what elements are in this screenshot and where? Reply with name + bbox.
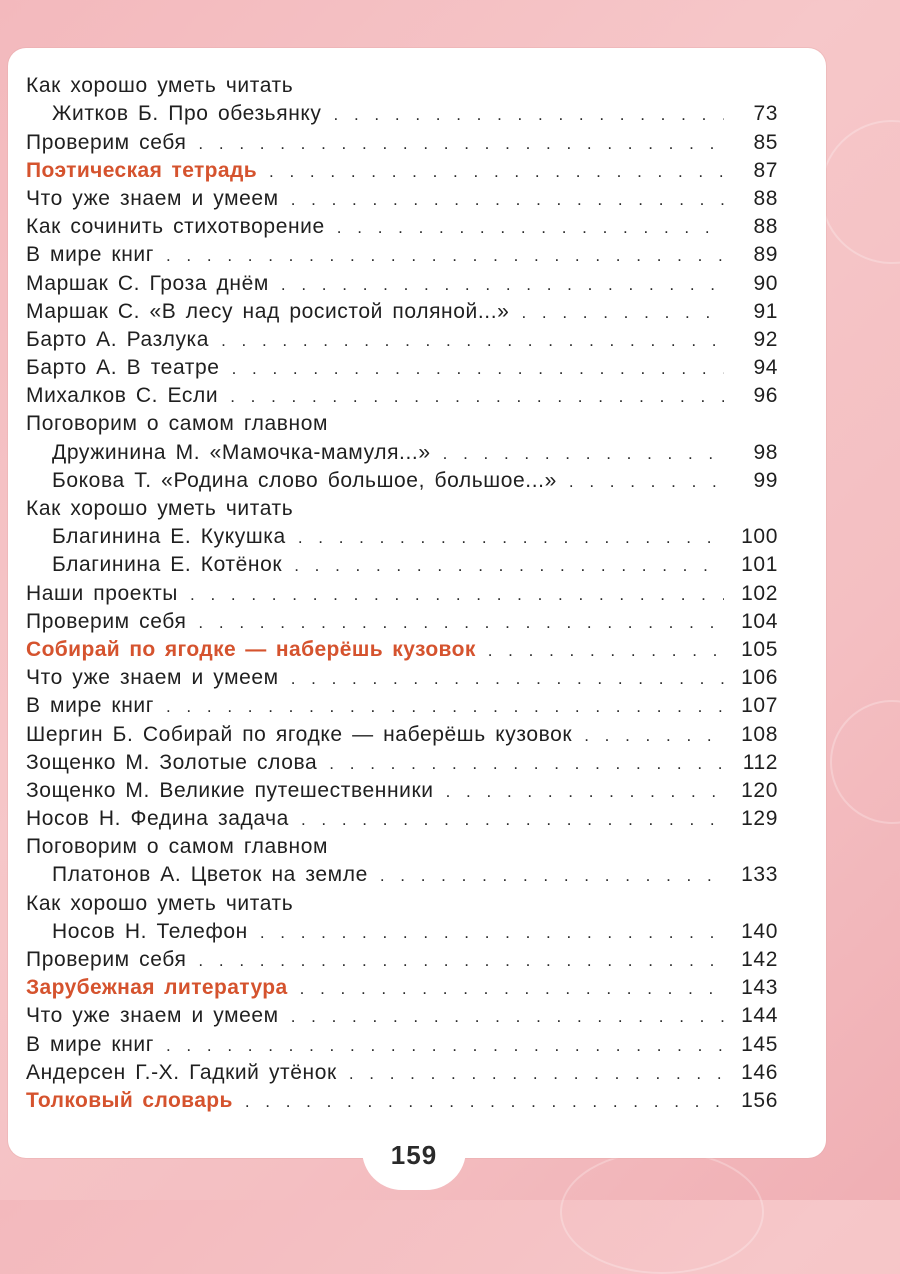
toc-entry [26,775,778,803]
toc-entry-title: Проверим себя [26,609,187,633]
dot-leader [291,669,724,689]
toc-entry [26,747,778,775]
toc-entry-page-number: 142 [741,948,778,971]
dot-leader [298,528,724,548]
dot-leader [166,246,724,266]
dot-leader [294,556,724,576]
toc-entry-title: Барто А. В театре [26,356,220,380]
toc-entry-page-number: 129 [741,807,778,831]
book-page [8,48,826,1158]
toc-entry [26,98,778,126]
toc-entry-title: Шергин Б. Собирай по ягодке — наберёшь кузовок [26,722,573,746]
toc-entry [26,183,778,211]
dot-leader [291,190,724,210]
toc-entry [26,296,778,324]
toc-entry-page-number: 102 [741,581,778,605]
toc-entry [26,549,778,577]
toc-entry-page-number: 133 [741,863,778,887]
dot-leader [260,923,724,943]
toc-entry-title: Что уже знаем и умеем [26,1004,279,1028]
toc-entry-title: Бокова Т. «Родина слово большое, большое...» [52,468,557,492]
toc-entry-title: Маршак С. Гроза днём [26,271,269,295]
dot-leader [198,951,724,971]
toc-entry-page-number: 88 [753,215,778,239]
toc-entry-page-number: 145 [741,1032,778,1056]
toc-entry-title: Маршак С. «В лесу над росистой поляной...» [26,299,510,323]
toc-section-heading [26,155,778,183]
toc-entry-title: Что уже знаем и умеем [26,186,279,210]
toc-entry [26,1028,778,1056]
toc-entry [26,606,778,634]
toc-entry-page-number: 105 [741,637,778,661]
toc-section-heading [26,1085,778,1113]
toc-entry [26,803,778,831]
toc-entry [26,916,778,944]
toc-entry [26,887,778,915]
toc-entry-title: Платонов А. Цветок на земле [52,863,368,887]
background-decoration [560,1150,764,1274]
toc-entry [26,1000,778,1028]
dot-leader [166,697,724,717]
toc-entry-title: Зощенко М. Золотые слова [26,750,318,774]
dot-leader [334,105,724,125]
dot-leader [584,726,724,746]
toc-entry [26,436,778,464]
toc-section-heading [26,634,778,662]
toc-entry-title: В мире книг [26,243,154,267]
toc-entry-page-number: 88 [753,186,778,210]
dot-leader [569,472,724,492]
toc-entry-title: Наши проекты [26,581,179,605]
toc-entry-page-number: 92 [753,327,778,351]
dot-leader [269,162,724,182]
toc-entry-page-number: 112 [742,750,778,774]
toc-entry-page-number: 96 [753,384,778,408]
toc-entry-title: Андерсен Г.-Х. Гадкий утёнок [26,1060,337,1084]
toc-entry-title: Поэтическая тетрадь [26,158,258,182]
dot-leader [221,331,724,351]
dot-leader [521,303,724,323]
toc-entry [26,352,778,380]
dot-leader [245,1092,724,1112]
toc-entry-title: Собирай по ягодке — наберёшь кузовок [26,637,476,661]
toc-entry-page-number: 146 [741,1060,778,1084]
dot-leader [301,810,724,830]
toc-entry-title: Проверим себя [26,948,187,971]
toc-entry-page-number: 101 [741,553,778,577]
dot-leader [232,359,724,379]
toc-entry-title: Как сочинить стихотворение [26,215,325,239]
dot-leader [380,866,724,886]
toc-entry-title: Житков Б. Про обезьянку [52,102,322,126]
toc-entry-page-number: 91 [753,299,778,323]
toc-entry [26,521,778,549]
toc-entry-title: Как хорошо уметь читать [26,891,294,915]
toc-entry [26,662,778,690]
toc-entry-page-number: 120 [741,778,778,802]
toc-entry [26,690,778,718]
toc-entry-title: Как хорошо уметь читать [26,74,294,98]
dot-leader [190,585,724,605]
toc-entry [26,493,778,521]
dot-leader [443,444,724,464]
toc-entry-title: Зарубежная литература [26,976,288,1000]
dot-leader [281,275,724,295]
toc-entry [26,408,778,436]
dot-leader [446,782,724,802]
toc-entry-page-number: 99 [753,468,778,492]
toc-entry [26,324,778,352]
dot-leader [337,218,724,238]
toc-entry-title: В мире книг [26,694,154,718]
dot-leader [300,979,724,999]
dot-leader [329,754,724,774]
toc-entry-page-number: 143 [741,976,778,1000]
toc-entry-page-number: 107 [741,694,778,718]
toc-entry [26,70,778,98]
toc-entry-title: Зощенко М. Великие путешественники [26,778,434,802]
dot-leader [230,387,724,407]
toc-entry [26,577,778,605]
toc-entry-page-number: 140 [741,919,778,943]
toc-entry-title: Носов Н. Телефон [52,919,248,943]
toc-section-heading [26,972,778,1000]
toc-entry [26,944,778,972]
toc-entry-page-number: 106 [741,666,778,690]
toc-entry-title: Что уже знаем и умеем [26,666,279,690]
dot-leader [349,1064,724,1084]
toc-entry [26,859,778,887]
toc-entry [26,267,778,295]
toc-entry-title: Благинина Е. Котёнок [52,553,283,577]
toc-entry-title: Поговорим о самом главном [26,412,329,436]
table-of-contents [26,70,778,1113]
toc-entry-page-number: 85 [753,130,778,154]
toc-entry-page-number: 98 [753,440,778,464]
background-decoration [830,700,900,824]
toc-entry [26,239,778,267]
toc-entry-title: Как хорошо уметь читать [26,497,294,520]
dot-leader [198,134,724,154]
page-number-tab [362,1124,466,1190]
toc-entry [26,211,778,239]
toc-entry-title: Барто А. Разлука [26,327,210,351]
dot-leader [291,1007,724,1027]
toc-entry-title: В мире книг [26,1032,154,1056]
toc-entry-page-number: 100 [741,525,778,549]
background-decoration [820,120,900,264]
toc-entry-title: Носов Н. Федина задача [26,807,289,831]
toc-entry-title: Благинина Е. Кукушка [52,525,286,549]
toc-entry [26,126,778,154]
page-number: 159 [390,1140,438,1170]
toc-entry-title: Михалков С. Если [26,384,219,408]
toc-entry-page-number: 94 [753,356,778,380]
toc-entry-page-number: 73 [753,102,778,126]
toc-entry-title: Толковый словарь [26,1088,233,1112]
toc-entry-page-number: 104 [741,609,778,633]
toc-entry-page-number: 156 [741,1088,778,1112]
toc-entry-page-number: 108 [741,722,778,746]
dot-leader [198,613,724,633]
toc-entry [26,1057,778,1085]
toc-entry [26,831,778,859]
toc-entry-title: Поговорим о самом главном [26,835,329,859]
toc-entry-page-number: 89 [753,243,778,267]
toc-entry-page-number: 87 [753,158,778,182]
toc-entry [26,465,778,493]
dot-leader [488,641,724,661]
toc-entry [26,380,778,408]
toc-entry [26,718,778,746]
toc-entry-title: Дружинина М. «Мамочка-мамуля...» [52,440,431,464]
toc-entry-page-number: 144 [741,1004,778,1028]
toc-entry-title: Проверим себя [26,130,187,154]
dot-leader [166,1036,724,1056]
toc-entry-page-number: 90 [753,271,778,295]
